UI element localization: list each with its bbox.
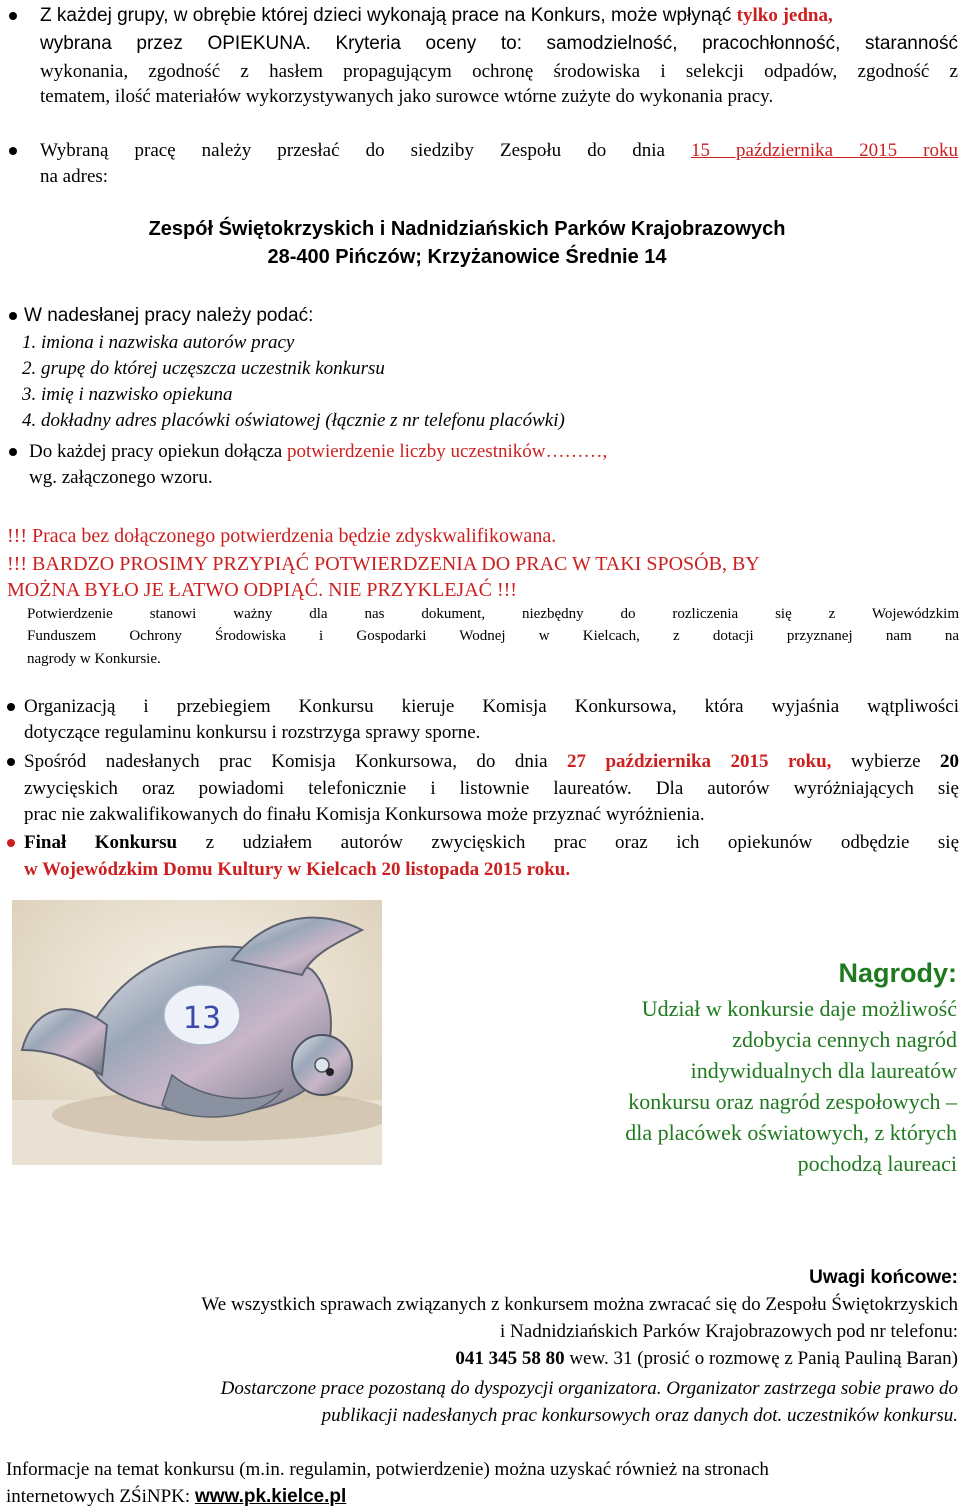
final-italic-1: Dostarczone prace pozostaną do dyspozycji organizatora. Organizator zastrzega sobie prawo do [220,1378,958,1399]
list-item: 4. dokładny adres placówki oświatowej (łącznie z nr telefonu placówki) [22,410,565,431]
warning-line-1: !!! Praca bez dołączonego potwierdzenia będzie zdyskwalifikowana. [7,525,557,547]
footer-line-2 [6,1485,346,1509]
bullet [9,448,17,456]
bullet [7,703,15,711]
paragraph-7-line-2: w Wojewódzkim Domu Kultury w Kielcach 20 listopada 2015 roku. [24,859,571,880]
list-item: 1. imiona i nazwiska autorów pracy [22,332,295,353]
highlight-text: potwierdzenie liczby uczestników [286,441,546,462]
highlight-text: tylko jedna, [736,5,833,26]
website-link[interactable]: www.pk.kielce.pl [194,1486,347,1507]
final-line-2: i Nadnidziańskich Parków Krajobrazowych pod nr telefonu: [500,1321,958,1342]
paragraph-4-line-1 [29,440,607,464]
note-line-2: Funduszem Ochrony Środowiska i Gospodarki Wodnej w Kielcach, z dotacji przyznanej nam na [27,628,959,644]
cd-fish-sculpture-image [12,900,382,1165]
list-item: 2. grupę do której uczęszcza uczestnik konkursu [22,358,385,379]
prizes-line: zdobycia cennych nagród [732,1027,957,1052]
text: Spośród nadesłanych prac Komisja Konkursowa, do dnia [24,751,568,772]
warning-line-3: MOŻNA BYŁO JE ŁATWO ODPIĄĆ. NIE PRZYKLEJAĆ !!! [7,579,517,601]
bullet [9,12,17,20]
bullet [9,312,17,320]
bullet [7,758,15,766]
prizes-line: pochodzą laureaci [797,1151,957,1176]
dots: ………, [545,441,608,462]
paragraph-4-line-2: wg. załączonego wzoru. [29,467,213,488]
paragraph-3-intro: W nadesłanej pracy należy podać: [24,305,314,326]
text: z udziałem autorów zwycięskich prac oraz ich opiekunów odbędzie się [177,832,960,853]
text: Z każdej grupy, w obrębie której dzieci wykonają prace na Konkurs, może wpłynąć [40,5,737,26]
bullet [9,147,17,155]
paragraph-1-line-1 [40,4,833,28]
paragraph-1-line-4: tematem, ilość materiałów wykorzystywanych jako surowce wtórne zużyte do wykonania pracy. [40,86,774,107]
paragraph-1-line-2: wybrana przez OPIEKUNA. Kryteria oceny to: samodzielność, pracochłonność, staranność [40,33,958,54]
final-title: Finał Konkursu [24,832,178,853]
paragraph-5-line-2: dotyczące regulaminu konkursu i rozstrzyga sprawy sporne. [24,722,481,743]
paragraph-2-line-2: na adres: [40,166,109,187]
final-line-3 [455,1347,958,1371]
final-remarks-title: Uwagi końcowe: [809,1267,958,1288]
contest-photo [12,900,382,1165]
paragraph-6-line-1 [24,750,959,774]
selection-date: 27 października 2015 roku, [567,751,832,772]
prizes-title: Nagrody: [838,958,957,988]
text: wew. 31 (prosić o rozmowę z Panią Pauliną Baran) [564,1348,958,1369]
final-italic-2: publikacji nadesłanych prac konkursowych oraz danych dot. uczestników konkursu. [321,1405,958,1426]
phone-number: 041 345 58 80 [455,1348,565,1369]
paragraph-5-line-1: Organizacją i przebiegiem Konkursu kieruje Komisja Konkursowa, która wyjaśnia wątpliwości [24,696,959,717]
text: internetowych ZŚiNPK: [6,1486,195,1507]
footer-line-1: Informacje na temat konkursu (m.in. regulamin, potwierdzenie) można uzyskać również na stronach [6,1459,769,1480]
paragraph-1-line-3: wykonania, zgodność z hasłem propagującym ochronę środowiska i selekcji odpadów, zgodność z [40,61,958,82]
deadline-date: 15 października 2015 roku [691,140,958,161]
prizes-text [497,993,957,1179]
prizes-line: Udział w konkursie daje możliwość [641,996,957,1021]
list-item: 3. imię i nazwisko opiekuna [22,384,233,405]
note-line-1: Potwierdzenie stanowi ważny dla nas dokument, niezbędny do rozliczenia się z Wojewódzkim [27,606,959,622]
text: Wybraną pracę należy przesłać do siedziby Zespołu do dnia [40,140,691,161]
paragraph-6-line-3: prac nie zakwalifikowanych do finału Komisja Konkursowa może przyznać wyróżnienia. [24,804,705,825]
photo-number-label: 13 [182,1001,222,1036]
text: Do każdej pracy opiekun dołącza [29,441,287,462]
note-line-3: nagrody w Konkursie. [27,651,161,667]
address-line-1: Zespół Świętokrzyskich i Nadnidziańskich Parków Krajobrazowych [148,218,786,240]
prizes-line: konkursu oraz nagród zespołowych – [628,1089,957,1114]
text: wybierze [831,751,940,772]
paragraph-2-line-1 [40,139,958,163]
bullet [7,839,15,847]
prizes-line: dla placówek oświatowych, z których [625,1120,957,1145]
paragraph-7-line-1 [24,831,959,855]
warning-line-2: !!! BARDZO PROSIMY PRZYPIĄĆ POTWIERDZENIA DO PRAC W TAKI SPOSÓB, BY [7,553,760,575]
final-line-1: We wszystkich sprawach związanych z konkursem można zwracać się do Zespołu Świętokrzyskich [201,1294,958,1315]
address-line-2: 28-400 Pińczów; Krzyżanowice Średnie 14 [267,246,667,268]
prizes-line: indywidualnych dla laureatów [690,1058,957,1083]
paragraph-6-line-2: zwycięskich oraz powiadomi telefonicznie i listownie laureatów. Dla autorów wyróżniających się [24,778,959,799]
winner-count: 20 [939,751,959,772]
